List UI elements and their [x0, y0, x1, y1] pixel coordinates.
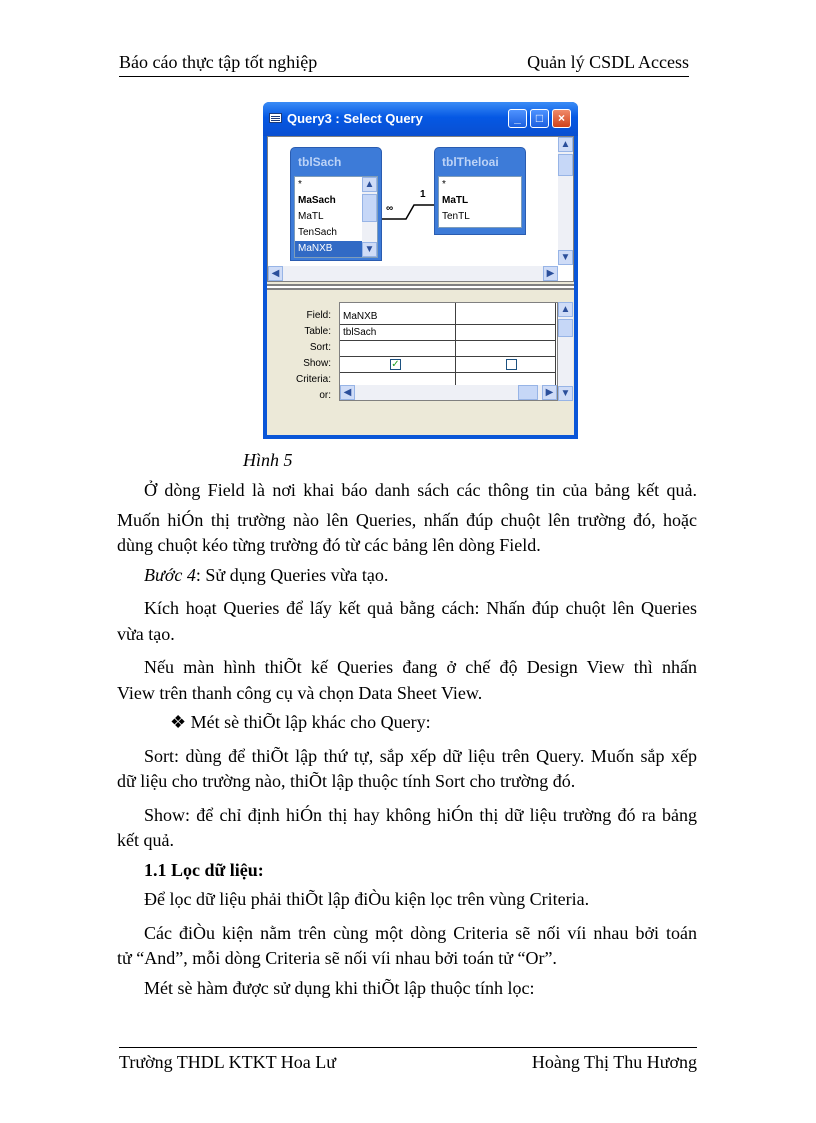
one-marker: 1 — [420, 189, 426, 200]
scroll-thumb[interactable] — [558, 319, 573, 337]
grid-cell-table-2[interactable] — [456, 325, 556, 341]
field-item[interactable]: * — [442, 179, 446, 190]
grid-vscroll[interactable] — [558, 302, 573, 401]
scroll-thumb[interactable] — [362, 194, 377, 222]
step-text: : Sử dụng Queries vừa tạo. — [195, 565, 389, 585]
table-pane — [267, 136, 574, 282]
paragraph-line: vừa tạo. — [117, 624, 175, 644]
paragraph-line: Muốn hiÓn thị trường nào lên Queries, nhấn đúp chuột lên trường đó, hoặc — [117, 510, 697, 530]
field-item[interactable]: TenSach — [298, 227, 337, 238]
pane-splitter[interactable] — [267, 284, 574, 290]
window-client-area — [267, 136, 574, 435]
paragraph-line: Để lọc dữ liệu phải thiÕt lập điÒu kiện lọc trên vùng Criteria. — [144, 889, 590, 909]
header-left: Báo cáo thực tập tốt nghiệp — [119, 52, 318, 72]
grid-cell-show-2[interactable] — [456, 357, 556, 373]
scroll-thumb[interactable] — [518, 385, 538, 400]
row-label-criteria: Criteria: — [295, 374, 331, 385]
row-label-field: Field: — [306, 310, 331, 321]
table-name: tblSach — [298, 155, 342, 169]
paragraph-line: Ở dòng Field là nơi khai báo danh sách các thông tin của bảng kết quả. — [144, 480, 697, 500]
field-list-scrollbar[interactable] — [362, 177, 377, 257]
paragraph-line: Sort: dùng để thiÕt lập thứ tự, sắp xếp dữ liệu trên Query. Muốn sắp xếp — [144, 746, 697, 766]
table-pane-vscroll[interactable] — [558, 137, 573, 265]
field-list — [438, 176, 522, 228]
bullet-text: Mét sè thiÕt lập khác cho Query: — [190, 712, 431, 732]
header-right: Quản lý CSDL Access — [527, 52, 689, 72]
section-heading: 1.1 Lọc dữ liệu: — [144, 860, 264, 880]
field-item[interactable]: MaTL — [298, 211, 324, 222]
row-label-show: Show: — [303, 358, 331, 369]
paragraph-line: Mét sè hàm được sử dụng khi thiÕt lập thuộc tính lọc: — [144, 978, 535, 998]
grid-cell-show-1[interactable] — [340, 357, 456, 373]
scroll-right-icon[interactable]: ▶ — [542, 385, 557, 400]
paragraph-line: Nếu màn hình thiÕt kế Queries đang ở chế độ Design View thì nhấn — [144, 657, 697, 677]
grid-cell-sort-2[interactable] — [456, 341, 556, 357]
scroll-up-icon[interactable]: ▲ — [558, 302, 573, 317]
scroll-up-icon[interactable]: ▲ — [558, 137, 573, 152]
scroll-down-icon[interactable]: ▼ — [558, 386, 573, 401]
window-titlebar[interactable] — [263, 102, 578, 136]
grid-cell-table-1[interactable]: tblSach — [340, 325, 456, 341]
bullet-icon: ❖ — [170, 712, 187, 732]
design-grid — [339, 302, 558, 401]
field-item[interactable]: MaTL — [442, 195, 469, 206]
close-button[interactable]: × — [552, 109, 571, 128]
row-label-table: Table: — [304, 326, 331, 337]
maximize-button[interactable]: □ — [530, 109, 549, 128]
table-pane-hscroll[interactable] — [268, 266, 558, 281]
paragraph-line: dùng chuột kéo từng trường đó từ các bảng lên dòng Field. — [117, 535, 541, 555]
scroll-thumb[interactable] — [558, 154, 573, 176]
figure-caption: Hình 5 — [243, 450, 293, 470]
table-name: tblTheloai — [442, 155, 499, 169]
page-header — [119, 52, 689, 77]
table-box-tblsach[interactable] — [290, 147, 382, 261]
footer-right: Hoàng Thị Thu Hương — [531, 1052, 697, 1072]
page-footer — [119, 1047, 697, 1076]
row-label-or: or: — [319, 390, 331, 401]
paragraph-line: View trên thanh công cụ và chọn Data Sheet View. — [117, 683, 483, 703]
many-marker: ∞ — [386, 203, 394, 214]
footer-left: Trường THDL KTKT Hoa Lư — [119, 1052, 337, 1072]
scroll-left-icon[interactable]: ◀ — [340, 385, 355, 400]
field-item-selected[interactable]: MaNXB — [295, 241, 377, 257]
grid-cell-field-1[interactable]: MaNXB — [340, 309, 456, 325]
scroll-left-icon[interactable]: ◀ — [268, 266, 283, 281]
paragraph-line: kết quả. — [117, 830, 174, 850]
scroll-up-icon[interactable]: ▲ — [362, 177, 377, 192]
paragraph-line: Kích hoạt Queries để lấy kết quả bằng cách: Nhấn đúp chuột lên Queries — [144, 598, 697, 618]
step-line — [144, 565, 388, 586]
grid-cell-field-2[interactable] — [456, 309, 556, 325]
query-icon — [269, 113, 282, 123]
bullet-line — [170, 712, 431, 733]
table-box-tbltheloai[interactable] — [434, 147, 526, 235]
design-grid-pane — [267, 292, 574, 435]
field-item[interactable]: * — [298, 179, 302, 190]
paragraph-line: dữ liệu cho trường nào, thiÕt lập thuộc tính Sort cho trường đó. — [117, 771, 576, 791]
show-checkbox-checked[interactable]: ✓ — [391, 359, 400, 370]
scroll-down-icon[interactable]: ▼ — [558, 250, 573, 265]
scroll-down-icon[interactable]: ▼ — [362, 242, 377, 257]
scroll-right-icon[interactable]: ▶ — [543, 266, 558, 281]
window-title: Query3 : Select Query — [287, 111, 423, 126]
field-list — [294, 176, 378, 258]
grid-cell-sort-1[interactable] — [340, 341, 456, 357]
row-label-sort: Sort: — [309, 342, 331, 353]
show-checkbox-unchecked[interactable] — [506, 359, 517, 370]
paragraph-line: Show: để chỉ định hiÓn thị hay không hiÓn thị dữ liệu trường đó ra bảng — [144, 805, 697, 825]
paragraph-line: tử “And”, mỗi dòng Criteria sẽ nối víi nhau bởi toán tử “Or”. — [117, 948, 557, 968]
field-item[interactable]: TenTL — [442, 211, 470, 222]
grid-hscroll[interactable] — [340, 385, 557, 400]
query-design-window — [263, 102, 578, 439]
step-label: Bước 4 — [144, 565, 196, 585]
minimize-button[interactable]: _ — [508, 109, 527, 128]
paragraph-line: Các điÒu kiện nằm trên cùng một dòng Criteria sẽ nối víi nhau bởi toán — [144, 923, 697, 943]
field-item[interactable]: MaSach — [298, 195, 336, 206]
